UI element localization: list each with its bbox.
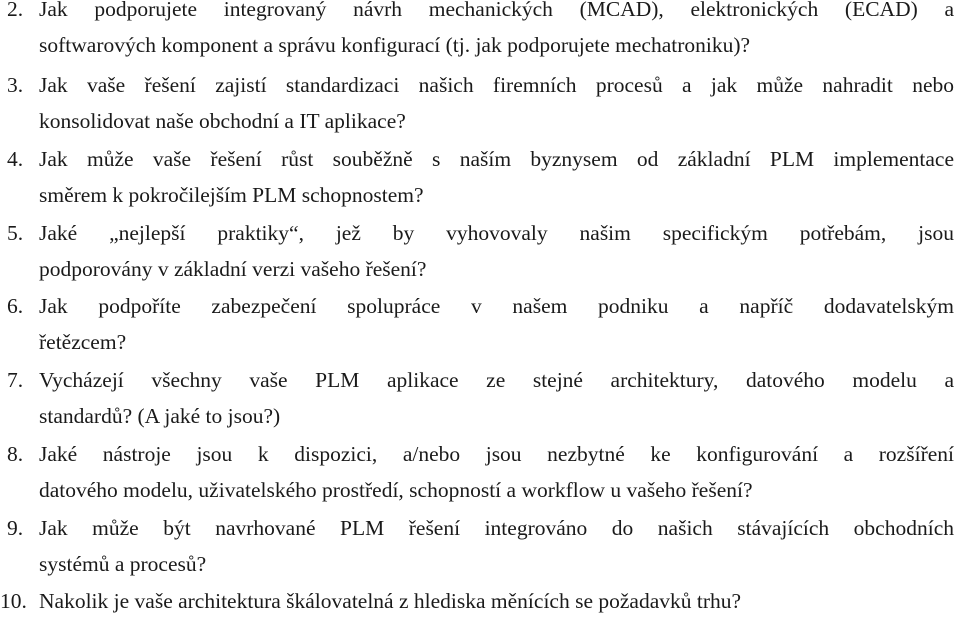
item-number: 4. xyxy=(7,147,24,171)
item-text-line: konsolidovat naše obchodní a IT aplikace? xyxy=(39,109,406,133)
item-number: 2. xyxy=(7,0,24,21)
item-text-line: řetězcem? xyxy=(39,330,127,354)
item-number: 10. xyxy=(0,589,27,613)
item-number: 8. xyxy=(7,442,24,466)
item-number: 9. xyxy=(7,516,24,540)
item-text-line: Nakolik je vaše architektura škálovatelná z hlediska měnících se požadavků trhu? xyxy=(39,589,742,613)
item-text-line: Jak podporujete integrovaný návrh mechanických (MCAD), elektronických (ECAD) a xyxy=(39,0,954,21)
item-text-line: Jak může být navrhované PLM řešení integrováno do našich stávajících obchodních xyxy=(39,516,954,540)
item-text-line: směrem k pokročilejším PLM schopnostem? xyxy=(39,183,424,207)
item-text-line: Jak může vaše řešení růst souběžně s naším byznysem od základní PLM implementace xyxy=(39,147,954,171)
item-text-line: systémů a procesů? xyxy=(39,552,207,576)
item-text-line: Jak vaše řešení zajistí standardizaci našich firemních procesů a jak může nahradit nebo xyxy=(39,73,954,97)
item-number: 6. xyxy=(7,294,24,318)
item-number: 7. xyxy=(7,368,24,392)
item-text-line: softwarových komponent a správu konfigurací (tj. jak podporujete mechatroniku)? xyxy=(39,33,751,57)
item-text-line: Jaké „nejlepší praktiky“, jež by vyhovovaly našim specifickým potřebám, jsou xyxy=(39,221,954,245)
item-text-line: Jaké nástroje jsou k dispozici, a/nebo jsou nezbytné ke konfigurování a rozšíření xyxy=(39,442,954,466)
item-text-line: podporovány v základní verzi vašeho řešení? xyxy=(39,257,427,281)
item-text-line: Jak podpoříte zabezpečení spolupráce v našem podniku a napříč dodavatelským xyxy=(39,294,954,318)
item-number: 5. xyxy=(7,221,24,245)
item-text-line: datového modelu, uživatelského prostředí, schopností a workflow u vašeho řešení? xyxy=(39,478,753,502)
item-text-line: standardů? (A jaké to jsou?) xyxy=(39,404,281,428)
item-number: 3. xyxy=(7,73,24,97)
item-text-line: Vycházejí všechny vaše PLM aplikace ze stejné architektury, datového modelu a xyxy=(39,368,954,392)
